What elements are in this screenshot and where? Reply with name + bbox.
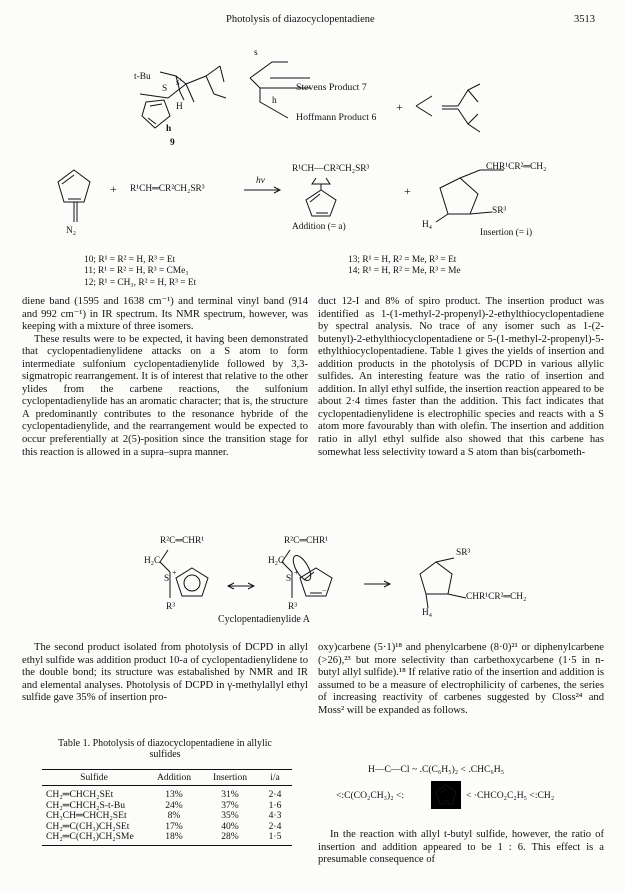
column-header: Sulfide	[42, 770, 146, 786]
compound-12: 12; R¹ = CH₃, R² = H, R³ = Et	[84, 277, 197, 288]
reactivity-series-line-1: H—C—Cl ~ .C(C₆H₅)₂ < .CHC₆H₅	[368, 764, 505, 775]
reaction-arrow	[364, 581, 390, 587]
ylide-a1-top-label: R²C═CHR¹	[160, 536, 205, 546]
table-cell: CH₂═C(CH₃)CH₂SMe	[42, 832, 146, 845]
product-sr3-label: SR³	[456, 548, 471, 558]
insertion-product-structure-2	[420, 558, 466, 608]
addition-top-label: R¹CH—CR²CH₂SR³	[292, 164, 370, 174]
plus-sign: +	[396, 100, 403, 114]
table-cell: CH₂═C(CH₃)CH₂SEt	[46, 820, 130, 832]
table-cell: 17%	[165, 820, 183, 832]
ylide-a2-plus: +	[294, 568, 299, 577]
ylide-a2-top-label: R²C═CHR¹	[284, 536, 329, 546]
compound-11: 11; R¹ = R² = H, R³ = CMe₃	[84, 266, 189, 277]
reactivity-series-line-2b: < ·CHCO₂C₂H₅ <:CH₂	[466, 790, 555, 801]
table-cell: 31%	[221, 789, 239, 800]
compound-13: 13; R¹ = H, R² = Me, R³ = Et	[348, 255, 457, 265]
h-bold-label: h	[166, 124, 172, 134]
compound-list-left	[84, 255, 196, 289]
table-cell: 2·4	[268, 789, 282, 800]
scheme-1	[120, 40, 600, 150]
table-cell: 40%	[221, 820, 239, 832]
table-cell: 8%	[167, 810, 181, 822]
paragraph: diene band (1595 and 1638 cm⁻¹) and terminal vinyl band (914 and 992 cm⁻¹) in IR spectrum. Its NMR spectrum, however, was keeping with a mixture of three isomers.	[22, 296, 308, 333]
running-title: Photolysis of diazocyclopentadiene	[226, 14, 375, 25]
ylide-a2-r3-label: R³	[288, 602, 298, 612]
column-header: Addition	[146, 770, 202, 786]
reagent-label: R¹CH═CR²CH₂SR³	[130, 184, 205, 194]
table-cell: 28%	[202, 832, 258, 845]
product-h4-label: H₄	[422, 608, 433, 618]
scheme-2	[40, 148, 600, 254]
right-column-last	[318, 829, 604, 867]
table-1	[22, 738, 308, 846]
insertion-label: Insertion (= i)	[480, 228, 533, 238]
paragraph: oxy)carbene (5·1)¹⁸ and phenylcarbene (8·0)²¹ or diphenylcarbene (>26),²³ but more selectivity than carbethoxycarbene (1·5 in n-butyl allyl sulfide).¹⁸ If relative ratio of the insertion and addition is assumed to be a measure of electrophilicity of carbenes, the series of increasing reactivity of carbenes suggested by Closs²⁴ and Moss² will be expanded as follows.	[318, 642, 604, 716]
table-cell: 4·3	[268, 810, 282, 822]
hoffmann-product-label: Hoffmann Product 6	[296, 112, 377, 123]
sulfide-table	[42, 769, 292, 846]
table-cell: CH₂═CHCH₂SEt	[46, 789, 114, 800]
plus-2: +	[404, 184, 411, 198]
compound-9-label: 9	[170, 138, 175, 148]
h-ring-label: H	[176, 102, 183, 112]
h-arrow-label: h	[272, 96, 277, 106]
column-header: i/a	[258, 770, 292, 786]
column-header: Insertion	[202, 770, 258, 786]
ylide-a1-r3-label: R³	[166, 602, 176, 612]
diazocyclopentadiene-structure	[58, 170, 90, 222]
cyclopentadienylidene-ring	[430, 780, 462, 810]
addition-label: Addition (= a)	[292, 222, 346, 232]
n2-label: N₂	[66, 226, 77, 236]
table-cell: CH₂═CHCH₂S-t-Bu	[46, 799, 126, 811]
table-caption-line: Table 1. Photolysis of diazocyclopentadiene in allylic	[58, 738, 272, 749]
left-column-upper	[22, 296, 308, 459]
insertion-chain-label: CHR¹CR²═CH₂	[486, 162, 547, 172]
table-cell: 18%	[146, 832, 202, 845]
ylide-a2-s-label: S	[286, 574, 292, 584]
paragraph: duct 12-I and 8% of spiro product. The insertion product was identified as 1-(1-methyl-2-propenyl)-2-ethylthiocyclopentadiene by spectral analysis. No trace of any isomer such as 1-(2-butenyl)-2-ethylthiocyclopentadiene or 5-(1-methyl-2-propenyl)-5-ethylthiocyclopentadiene. Table 1 gives the yields of insertion and addition products in the photolysis of DCPD in various allylic sulfides. An interesting feature was the ratio of insertion and addition. In allyl ethyl sulfide, the insertion reaction appeared to be about 2·4 times faster than the addition. This fact indicates that cyclopentadienylidene is electrophilic species and reacts with a S atom more favourably than with olefin. The insertion and addition ratio in allyl ethyl sulfide also showed that this carbene has somewhat less selectivity toward a S atom than bis(carbometh-	[318, 296, 604, 458]
s-top-label: s	[254, 48, 258, 58]
stevens-product-label: Stevens Product 7	[296, 82, 367, 93]
scheme-1-structure-9	[140, 66, 226, 128]
hv-arrow	[244, 187, 280, 193]
paragraph: These results were to be expected, it having been demonstrated that cyclopentadienylidene attacks on a S atom to form intermediate sulfonium cyclopentadienylide followed by 3,3-sigmatropic rearrangement. It is of interest that relative to the other ylides from the carbene reactions, the sulfonium cyclopentadienylide has an aromatic character; that is, the structure A predominantly contributes to the resonance hybride of the cyclopentadienylide, and the rearrangement would be expected to occur preferentially at 2(5)-position since the transition stage for this reaction is allowed in a supra–supra manner.	[22, 333, 308, 458]
table-cell: CH₃CH═CHCH₂SEt	[46, 810, 127, 822]
compound-list-right	[348, 255, 461, 278]
scheme-3-caption: Cyclopentadienylide A	[218, 614, 310, 625]
right-column-upper	[318, 296, 604, 459]
table-caption	[22, 738, 308, 760]
resonance-arrow	[228, 583, 254, 589]
right-column-lower	[318, 642, 604, 717]
table-cell: 13%	[165, 789, 183, 800]
insertion-h-label: H₄	[422, 220, 433, 230]
table-cell: 24%	[165, 799, 183, 811]
product-chain-label: CHR¹CR²═CH₂	[466, 592, 527, 602]
ylide-a2-minus: −	[322, 586, 327, 595]
allene-product	[416, 84, 480, 132]
tbu-label: t-Bu	[134, 72, 151, 82]
s-prime-label: s'	[176, 78, 182, 88]
ylide-a1-plus: +	[172, 568, 177, 577]
table-cell: 37%	[221, 799, 239, 811]
ylide-a2-h2c-label: H₂C	[268, 556, 285, 566]
hv-label: hν	[256, 176, 265, 186]
ylide-a1-h2c-label: H₂C	[144, 556, 161, 566]
paragraph: In the reaction with allyl t-butyl sulfide, however, the ratio of insertion and addition appeared to be 1 : 6. This effect is a presumable consequence of	[318, 829, 604, 866]
compound-10: 10; R¹ = R² = H, R³ = Et	[84, 255, 176, 265]
table-cell: 2·4	[268, 820, 282, 832]
table-caption-line: sulfides	[149, 749, 181, 760]
table-header-row	[42, 770, 292, 786]
insertion-sr-label: SR³	[492, 206, 507, 216]
table-row	[42, 786, 292, 801]
table-row	[42, 832, 292, 845]
compound-14: 14; R¹ = H, R² = Me, R³ = Me	[348, 266, 461, 277]
paragraph: The second product isolated from photolysis of DCPD in allyl ethyl sulfide was addition product 10-a of cyclopentadienylidene to the double bond; its structure was estabalished by NMR and IR and elemental analyses. Photolysis of DCPD in γ-methylallyl ethyl sulfide gave 35% of insertion pro-	[22, 642, 308, 704]
page-number: 3513	[574, 14, 595, 25]
s-left-label: S	[162, 84, 168, 94]
table-cell: 35%	[221, 810, 239, 822]
scheme-3	[130, 528, 570, 628]
addition-product-structure	[306, 178, 336, 216]
table-cell: 1·6	[268, 799, 282, 811]
left-column-lower	[22, 642, 308, 705]
reactivity-series-line-2a: <:C(CO₂CH₃)₂ <:	[336, 790, 405, 801]
plus-1: +	[110, 182, 117, 196]
ylide-a1-s-label: S	[164, 574, 170, 584]
table-cell: 1·5	[258, 832, 292, 845]
